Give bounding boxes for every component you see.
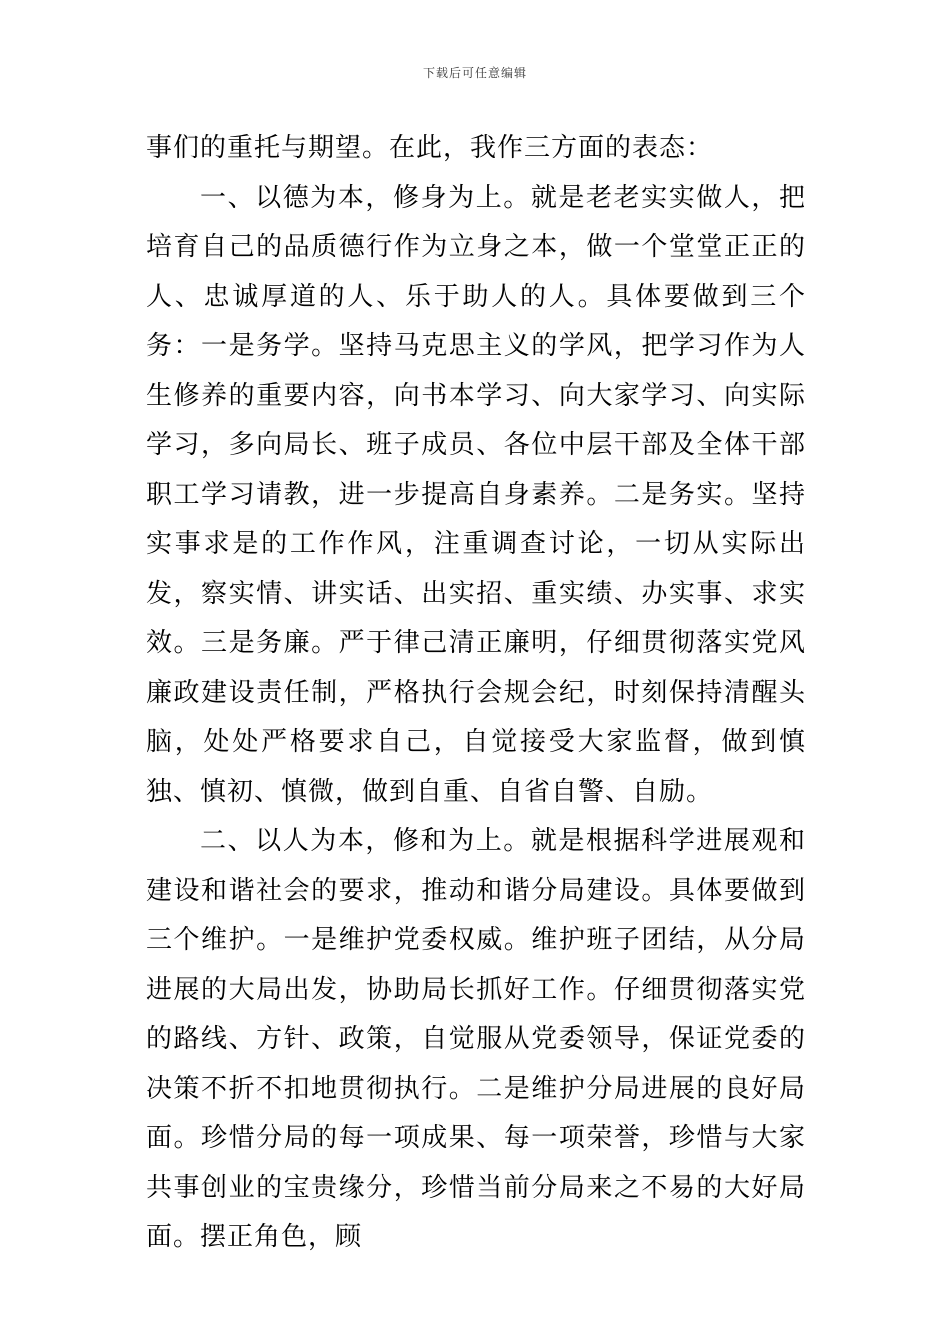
document-body [146,124,806,1263]
paragraph-section-two: 二、以人为本，修和为上。就是根据科学进展观和建设和谐社会的要求，推动和谐分局建设。具体要做到三个维护。一是维护党委权威。维护班子团结，从分局进展的大局出发，协助局长抓好工作。仔细贯彻落实党的路线、方针、政策，自觉服从党委领导，保证党委的决策不折不扣地贯彻执行。二是维护分局进展的良好局面。珍惜分局的每一项成果、每一项荣誉，珍惜与大家共事创业的宝贵缘分，珍惜当前分局来之不易的大好局面。摆正角色，顾 [146,826,806,1252]
page-header: 下载后可任意编辑 [422,66,527,80]
paragraph-section-one: 一、以德为本，修身为上。就是老老实实做人，把培育自己的品质德行作为立身之本，做一个堂堂正正的人、忠诚厚道的人、乐于助人的人。具体要做到三个务：一是务学。坚持马克思主义的学风，把学习作为人生修养的重要内容，向书本学习、向大家学习、向实际学习，多向局长、班子成员、各位中层干部及全体干部职工学习请教，进一步提高自身素养。二是务实。坚持实事求是的工作作风，注重调查讨论，一切从实际出发，察实情、讲实话、出实招、重实绩、办实事、求实效。三是务廉。严于律己清正廉明，仔细贯彻落实党风廉政建设责任制，严格执行会规会纪，时刻保持清醒头脑，处处严格要求自己，自觉接受大家监督，做到慎独、慎初、慎微，做到自重、自省自警、自励。 [146,182,806,807]
paragraph-continuation: 事们的重托与期望。在此，我作三方面的表态： [146,133,714,163]
